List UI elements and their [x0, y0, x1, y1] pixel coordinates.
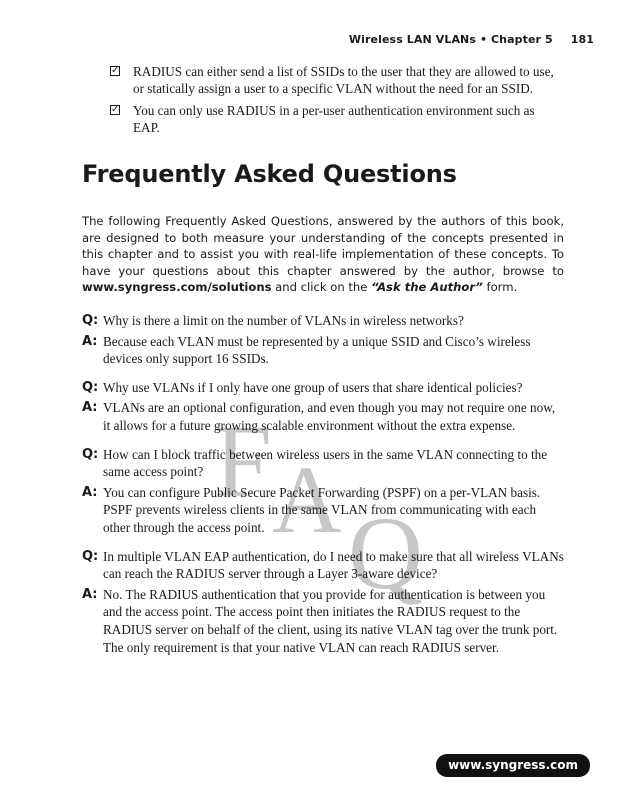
- ask-author-form-name: “Ask the Author”: [371, 280, 483, 295]
- faq-watermark-a: A: [272, 446, 342, 553]
- answer-text: You can configure Public Secure Packet Forwarding (PSPF) on a per-VLAN basis. PSPF prevents wireless clients in the same VLAN from communicating with each other through the access point.: [103, 484, 541, 535]
- faq-answer: [82, 586, 564, 656]
- question-label: Q:: [82, 379, 99, 395]
- faq-answer: [82, 333, 564, 368]
- section-title: Frequently Asked Questions: [82, 160, 457, 188]
- question-text: In multiple VLAN EAP authentication, do I need to make sure that all wireless VLANs can reach the RADIUS server through a Layer 3-aware device?: [103, 548, 564, 582]
- checkbox-icon: ✓: [111, 104, 120, 115]
- faq-watermark-q: Q: [348, 496, 424, 611]
- checklist-item: [110, 64, 562, 97]
- faq-answer: [82, 399, 564, 434]
- intro-text: form.: [482, 280, 518, 295]
- question-label: Q:: [82, 548, 99, 564]
- checkbox-icon: ✓: [111, 65, 120, 76]
- question-text: Why is there a limit on the number of VLANs in wireless networks?: [103, 313, 464, 328]
- intro-text: The following Frequently Asked Questions, answered by the authors of this book, are designed to both measure your understanding of the concepts presented in this chapter and to assist you with real-life implementation of these concepts. To have your questions about this chapter answered by the author, browse to: [82, 214, 564, 278]
- intro-text: and click on the: [271, 280, 372, 295]
- running-title: Wireless LAN VLANs • Chapter 5: [348, 33, 553, 46]
- checklist-text: RADIUS can either send a list of SSIDs to the user that they are allowed to use, or statically assign a user to a specific VLAN without the need for an SSID.: [133, 64, 554, 96]
- question-label: Q:: [82, 446, 99, 462]
- faq-question: [82, 379, 564, 397]
- faq-watermark-f: F: [214, 404, 272, 519]
- answer-label: A:: [82, 400, 98, 416]
- faq-question: [82, 312, 564, 330]
- answer-text: Because each VLAN must be represented by a unique SSID and Cisco’s wireless devices only support 16 SSIDs.: [103, 333, 531, 367]
- question-text: How can I block traffic between wireless users in the same VLAN connecting to the same access point?: [103, 446, 548, 480]
- footer-url-badge[interactable]: www.syngress.com: [436, 754, 590, 777]
- question-text: Why use VLANs if I only have one group of users that share identical policies?: [103, 379, 523, 395]
- faq-answer: [82, 484, 564, 537]
- answer-text: No. The RADIUS authentication that you provide for authentication is between you and the access point. The access point then initiates the RADIUS request to the RADIUS server on behalf of the client, using its native VLAN tag over the trunk port. The only requirement is that your native VLAN can reach RADIUS server.: [103, 586, 558, 655]
- faq-intro-paragraph: [82, 213, 564, 296]
- question-label: Q:: [82, 313, 99, 328]
- answer-text: VLANs are an optional configuration, and even though you may not require one now, it allows for a future growing scalable environment without the extra expense.: [103, 400, 556, 433]
- running-header: [349, 33, 594, 46]
- answer-label: A:: [82, 333, 98, 349]
- checklist-item: [110, 103, 562, 136]
- answer-label: A:: [82, 586, 98, 602]
- faq-list: [82, 312, 564, 667]
- answer-label: A:: [82, 484, 98, 500]
- page-number: 181: [570, 33, 594, 46]
- faq-question: [82, 548, 564, 583]
- solutions-link[interactable]: www.syngress.com/solutions: [82, 280, 272, 295]
- checklist-text: You can only use RADIUS in a per-user authentication environment such as EAP.: [133, 103, 535, 135]
- summary-checklist: [110, 64, 562, 142]
- faq-question: [82, 446, 564, 481]
